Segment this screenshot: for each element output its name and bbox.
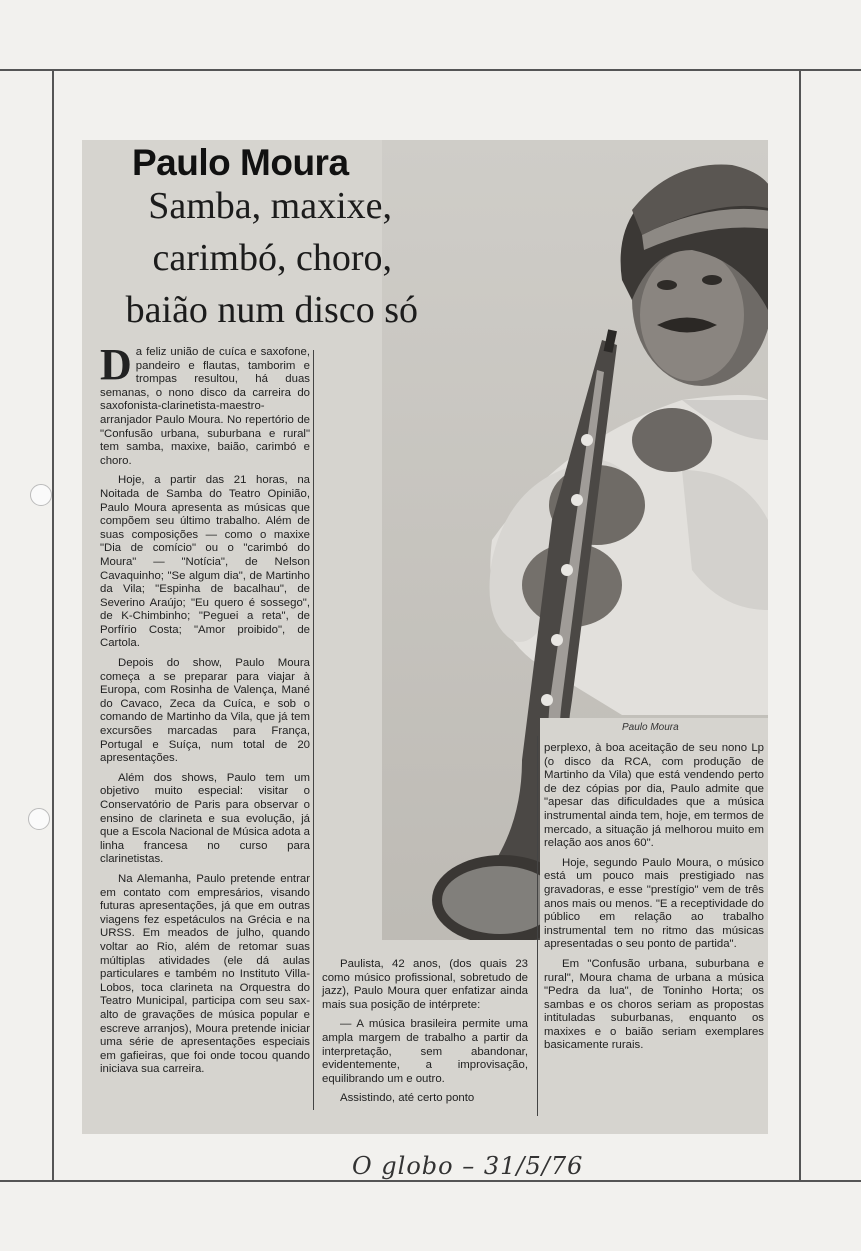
column-divider-2 (537, 736, 538, 1116)
article-paragraph: Hoje, segundo Paulo Moura, o músico está um pouco mais prestigiado nas gravadoras, e esse "prestígio" vem de três anos mais ou menos. "E a receptividade do público em relação ao trabalho instrumental tem no ritmo das músicas apresentadas o seu ponto de partida". (544, 856, 764, 951)
article-column-2 (322, 958, 528, 1112)
frame-top-rule (0, 69, 861, 71)
headline: Paulo Moura (132, 142, 349, 183)
article-paragraph: Assistindo, até certo ponto (340, 1092, 475, 1105)
frame-left-rule (52, 69, 54, 1181)
article-paragraph: Na Alemanha, Paulo pretende entrar em contato com empresários, visando futuras apresentações, já que em outras viagens fez espetáculos na Grécia e na URSS. Em meados de julho, quando voltar ao Rio, além de retomar suas múltiplas atividades (ele dá aulas particulares e também no Instituto Villa-Lobos, toca clarineta na Orquestra do Teatro Municipal, participa com seu sax-alto de gravações de música popular e escreve arranjos), Moura pretende iniciar uma série de apresentações especiais em gafieiras, que foi onde tocou quando iniciava sua carreira. (100, 872, 310, 1076)
binder-hole-bottom (28, 808, 50, 830)
article-paragraph: Em "Confusão urbana, suburbana e rural", Moura chama de urbana a música "Pedra da lua", de Toninho Horta; os sambas e os choros seriam as propostas intituladas suburbanas, enquanto os maxixes e o baião seriam exemplares basicamente rurais. (544, 957, 764, 1052)
photo-caption: Paulo Moura (622, 722, 679, 733)
binder-hole-top (30, 484, 52, 506)
article-paragraph: perplexo, à boa aceitação de seu nono Lp (o disco da RCA, com produção de Martinho da Vila) que está vendendo perto de dez cópias por dia, Paulo admite que "apesar das dificuldades que a música instrumental ainda tem, hoje, em termos de mercado, a situação já melhorou muito em relação aos anos 60". (544, 742, 764, 850)
deck-line-2: carimbó, choro, (152, 237, 392, 279)
frame-right-rule (799, 69, 801, 1181)
article-column-3 (544, 742, 764, 1059)
article-paragraph-text: a feliz união de cuíca e saxofone, pandeiro e flautas, tamborim e trompas resultou, há duas semanas, o nono disco da carreira do saxofonista-clarinetista-maestro-arranjador Paulo Moura. No repertório de "Confusão urbana, suburbana e rural" tem samba, maxixe, baião, carimbó e choro. (100, 346, 310, 467)
frame-bottom-rule (0, 1180, 861, 1182)
article-paragraph: Hoje, a partir das 21 horas, na Noitada de Samba do Teatro Opinião, Paulo Moura apresenta as músicas que compõem seu último trabalho. Além de suas composições — como o maxixe "Dia de comício" ou o "carimbó do Moura" — "Notícia", de Nelson Cavaquinho; "Se algum dia", de Martinho da Vila; "Espinha de bacalhau", de Severino Araújo; "Eu quero é sossego", de K-Chimbinho; "Peguei a reta", de Porfírio Costa; "Amor proibido", de Cartola. (100, 474, 310, 650)
deck-line-3: baião num disco só (125, 289, 418, 331)
article-paragraph: Além dos shows, Paulo tem um objetivo muito especial: visitar o Conservatório de Paris para observar o ensino de clarineta e sua evolução, já que a Escola Nacional de Música adota a linha francesa no curso para clarinetistas. (100, 771, 310, 866)
column-divider-1 (313, 350, 314, 1110)
article-paragraph (100, 340, 310, 468)
newspaper-clipping (82, 140, 768, 1134)
article-column-1 (100, 340, 310, 1083)
article-paragraph: Depois do show, Paulo Moura começa a se preparar para viajar à Europa, com Rosinha de Valença, Mané do Cavaco, Zeca da Cuíca, e sob o comando de Martinho da Vila, que já tem excursões marcadas para França, Portugal e Suíça, num total de 20 apresentações. (100, 657, 310, 765)
article-paragraph: — A música brasileira permite uma ampla margem de trabalho a partir da interpretação, sem abandonar, evidentemente, a improvisação, equilibrando um e outro. (322, 1018, 528, 1085)
handwritten-source-date: O globo – 31/5/76 (352, 1152, 584, 1180)
deck-line-1: Samba, maxixe, (148, 185, 392, 227)
dropcap: D (100, 340, 132, 389)
article-paragraph: Paulista, 42 anos, (dos quais 23 como músico profissional, sobretudo de jazz), Paulo Moura quer enfatizar ainda mais sua posição de intérprete: (322, 958, 528, 1011)
